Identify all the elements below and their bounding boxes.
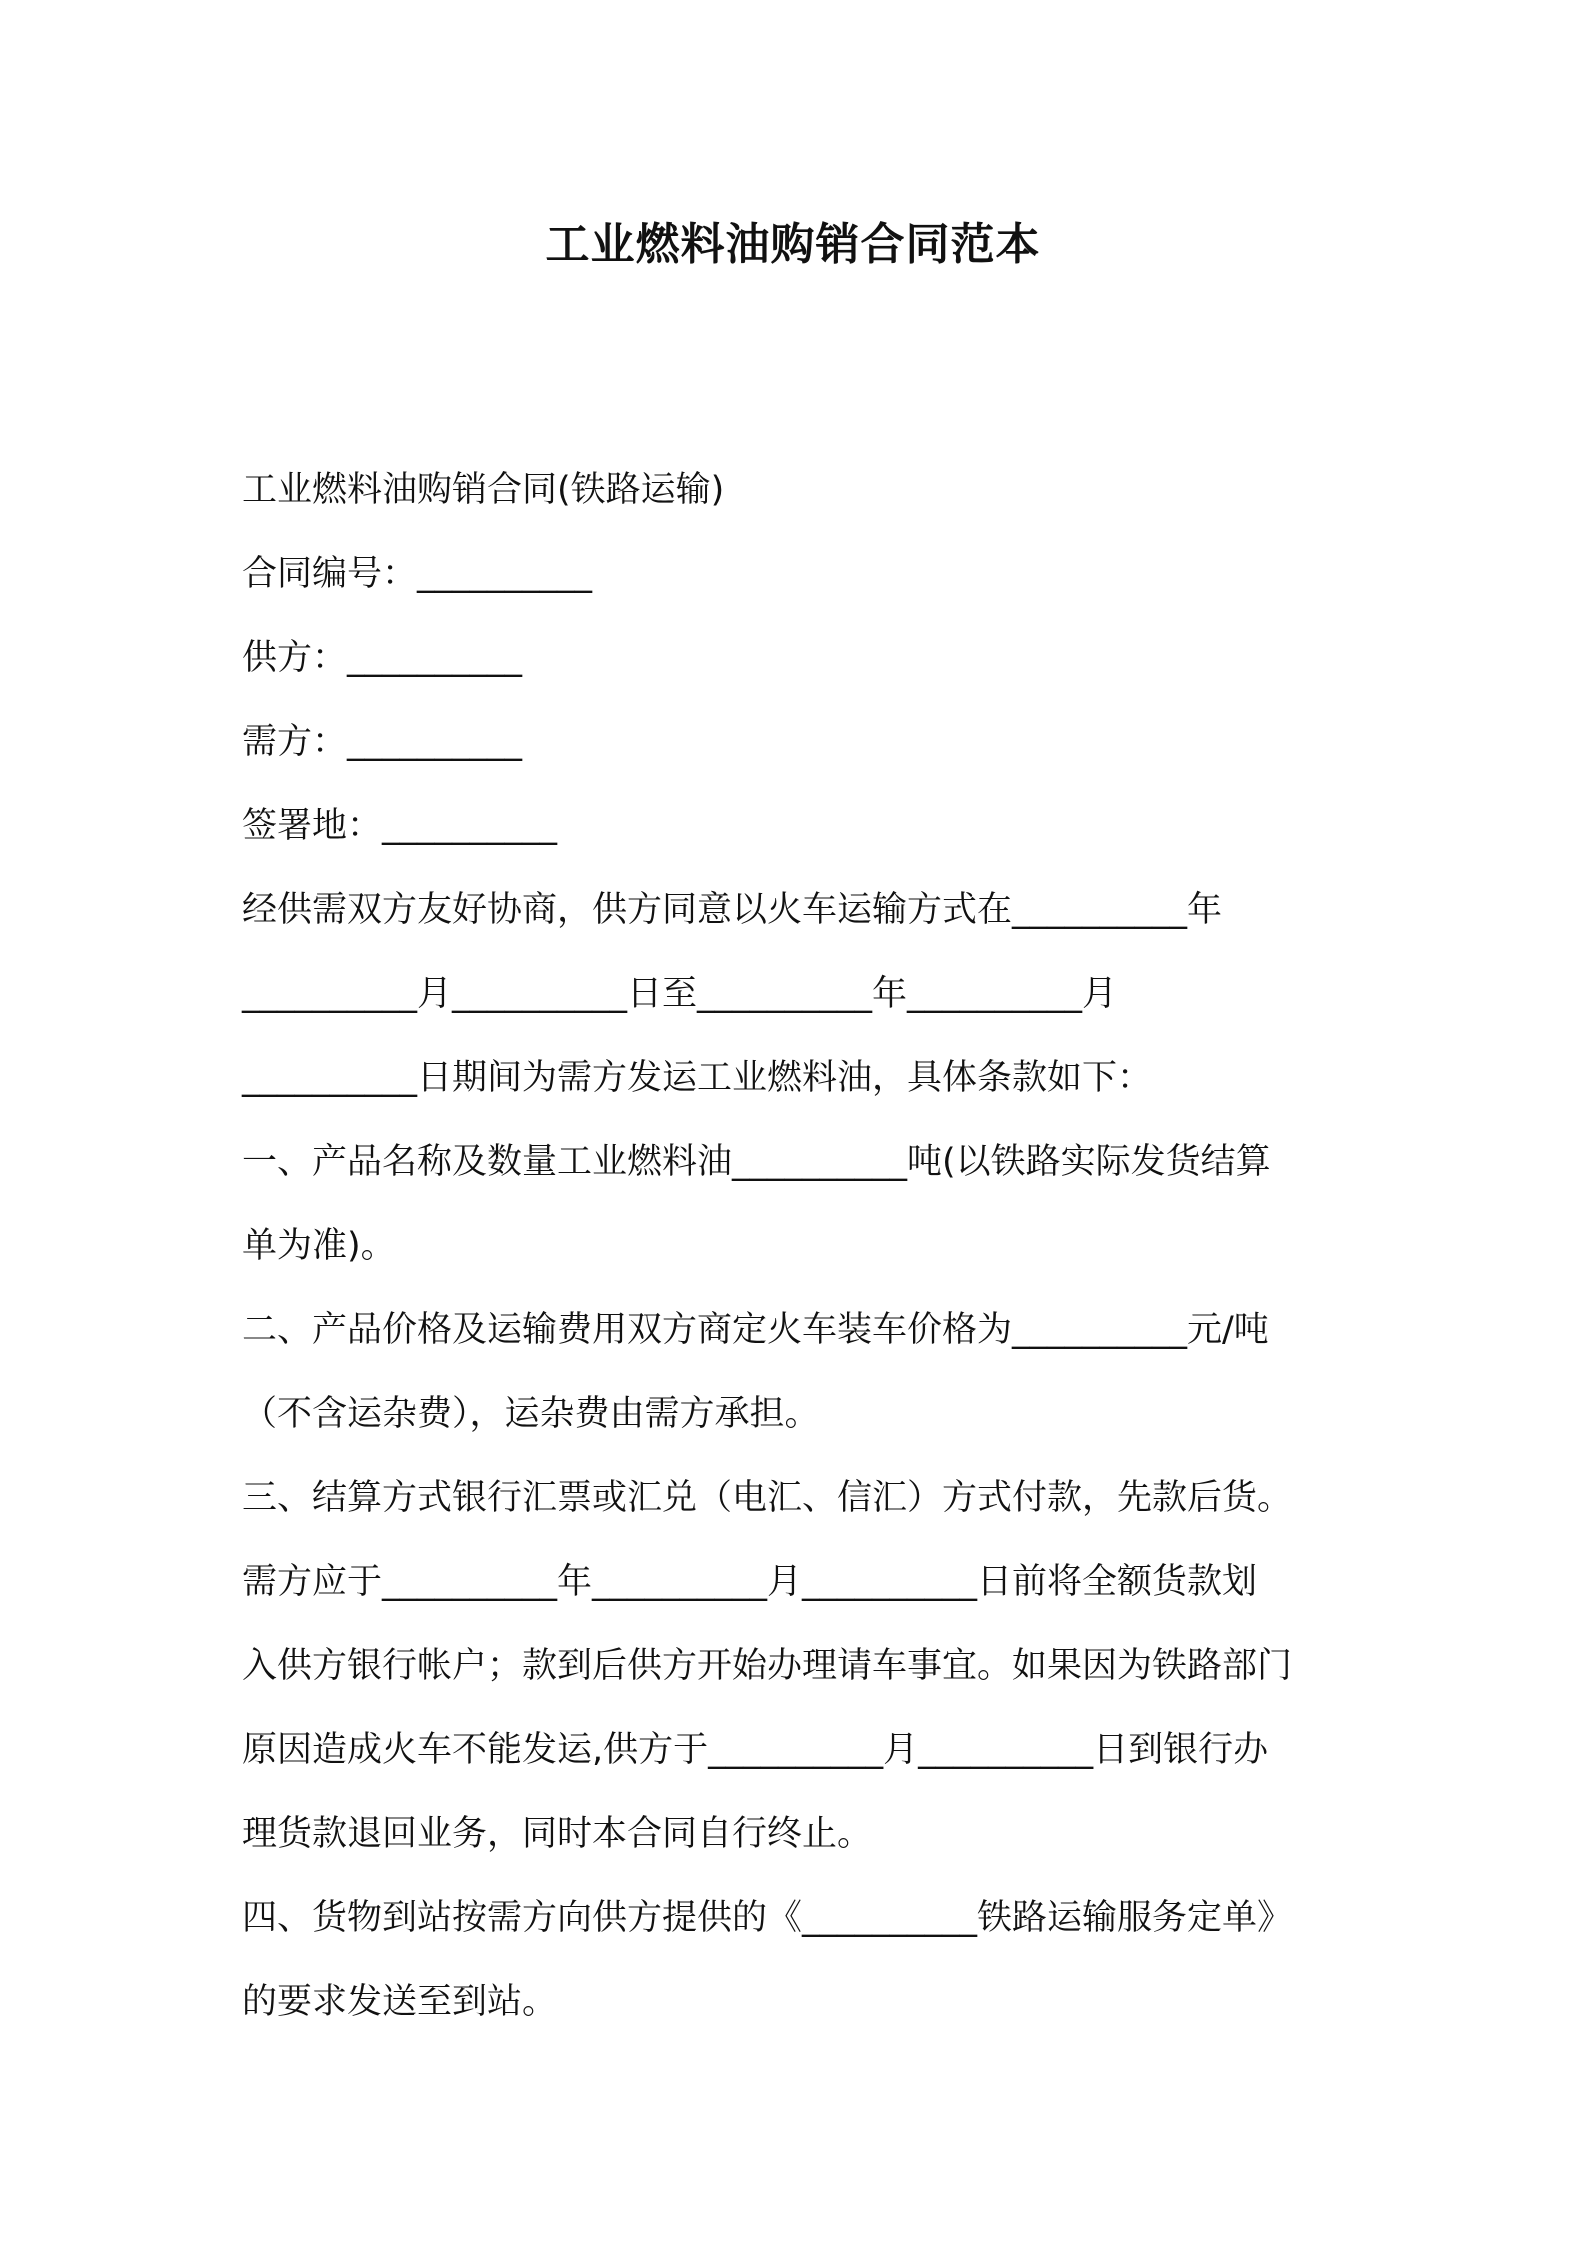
clause-1-line: 一、产品名称及数量工业燃料油__________吨(以铁路实际发货结算 xyxy=(242,1142,1271,1182)
signing-place-line: 签署地：__________ xyxy=(242,806,558,846)
supplier-line: 供方：__________ xyxy=(242,638,523,678)
clause-3-line: 理货款退回业务，同时本合同自行终止。 xyxy=(242,1814,873,1854)
document-title: 工业燃料油购销合同范本 xyxy=(545,219,1041,270)
clause-3-line: 原因造成火车不能发运,供方于__________月__________日到银行办 xyxy=(242,1730,1269,1770)
contract-number-line: 合同编号：__________ xyxy=(242,554,593,594)
preamble-line: __________日期间为需方发运工业燃料油，具体条款如下： xyxy=(242,1058,1153,1098)
contract-subtitle: 工业燃料油购销合同(铁路运输) xyxy=(242,470,725,510)
clause-3-line: 需方应于__________年__________月__________日前将全额货款划 xyxy=(242,1562,1258,1602)
clause-2-line: （不含运杂费），运杂费由需方承担。 xyxy=(242,1394,820,1434)
preamble-line: __________月__________日至__________年__________月 xyxy=(242,974,1118,1014)
clause-3-line: 入供方银行帐户；款到后供方开始办理请车事宜。如果因为铁路部门 xyxy=(242,1646,1293,1686)
clause-4-line: 四、货物到站按需方向供方提供的《__________铁路运输服务定单》 xyxy=(242,1898,1293,1938)
preamble-line: 经供需双方友好协商，供方同意以火车运输方式在__________年 xyxy=(242,890,1223,930)
document-body xyxy=(242,448,1362,2044)
clause-2-line: 二、产品价格及运输费用双方商定火车装车价格为__________元/吨 xyxy=(242,1310,1269,1350)
buyer-line: 需方：__________ xyxy=(242,722,523,762)
clause-4-line: 的要求发送至到站。 xyxy=(242,1982,558,2022)
clause-3-line: 三、结算方式银行汇票或汇兑（电汇、信汇）方式付款，先款后货。 xyxy=(242,1478,1293,1518)
clause-1-line: 单为准)。 xyxy=(242,1226,396,1266)
